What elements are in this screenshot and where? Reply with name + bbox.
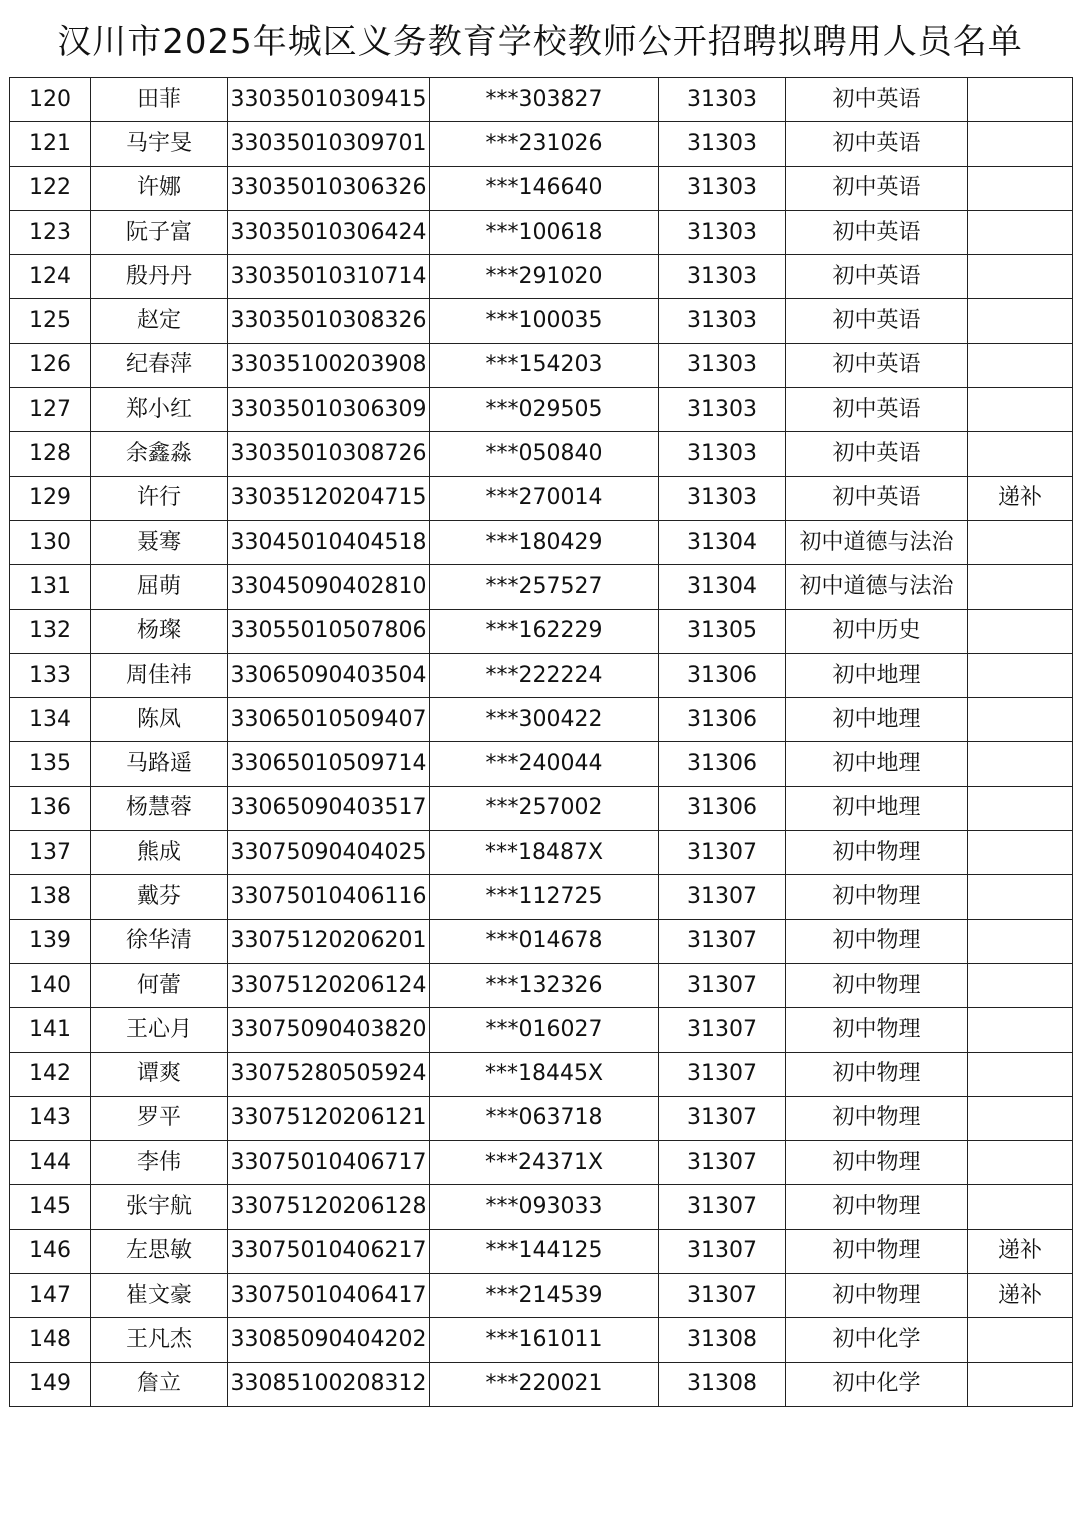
table-row [10, 919, 1073, 963]
cell-id-suffix: ***016027 [430, 1008, 659, 1052]
cell-subject: 初中英语 [786, 166, 968, 210]
cell-note [968, 255, 1073, 299]
cell-exam-id: 33035100203908 [228, 343, 430, 387]
table-row [10, 1229, 1073, 1273]
cell-note [968, 1362, 1073, 1406]
table-row [10, 875, 1073, 919]
cell-post-code: 31307 [659, 1096, 786, 1140]
cell-id-suffix: ***063718 [430, 1096, 659, 1140]
cell-exam-id: 33035010309701 [228, 122, 430, 166]
cell-post-code: 31306 [659, 786, 786, 830]
cell-subject: 初中地理 [786, 786, 968, 830]
cell-subject: 初中物理 [786, 831, 968, 875]
cell-number: 136 [10, 786, 91, 830]
table-row [10, 432, 1073, 476]
cell-exam-id: 33045090402810 [228, 565, 430, 609]
cell-note [968, 1008, 1073, 1052]
table-row [10, 742, 1073, 786]
cell-exam-id: 33075120206121 [228, 1096, 430, 1140]
cell-exam-id: 33075010406417 [228, 1274, 430, 1318]
cell-post-code: 31303 [659, 255, 786, 299]
cell-post-code: 31307 [659, 963, 786, 1007]
cell-exam-id: 33065090403504 [228, 653, 430, 697]
cell-note [968, 1096, 1073, 1140]
cell-subject: 初中地理 [786, 698, 968, 742]
cell-note [968, 343, 1073, 387]
cell-id-suffix: ***014678 [430, 919, 659, 963]
cell-exam-id: 33075280505924 [228, 1052, 430, 1096]
cell-id-suffix: ***18445X [430, 1052, 659, 1096]
cell-post-code: 31304 [659, 565, 786, 609]
cell-number: 144 [10, 1141, 91, 1185]
cell-subject: 初中英语 [786, 432, 968, 476]
table-row [10, 122, 1073, 166]
cell-exam-id: 33065010509714 [228, 742, 430, 786]
cell-exam-id: 33075120206128 [228, 1185, 430, 1229]
cell-subject: 初中物理 [786, 1008, 968, 1052]
roster-table [9, 77, 1073, 1407]
cell-id-suffix: ***100618 [430, 210, 659, 254]
table-row [10, 609, 1073, 653]
cell-note [968, 831, 1073, 875]
cell-exam-id: 33035010310714 [228, 255, 430, 299]
table-row [10, 1185, 1073, 1229]
cell-name: 田菲 [91, 78, 228, 122]
cell-post-code: 31303 [659, 122, 786, 166]
cell-exam-id: 33075120206124 [228, 963, 430, 1007]
cell-subject: 初中历史 [786, 609, 968, 653]
cell-number: 135 [10, 742, 91, 786]
cell-post-code: 31306 [659, 742, 786, 786]
cell-post-code: 31308 [659, 1318, 786, 1362]
cell-number: 146 [10, 1229, 91, 1273]
cell-post-code: 31307 [659, 919, 786, 963]
cell-subject: 初中物理 [786, 875, 968, 919]
cell-exam-id: 33085100208312 [228, 1362, 430, 1406]
cell-name: 王凡杰 [91, 1318, 228, 1362]
table-row [10, 1274, 1073, 1318]
cell-number: 132 [10, 609, 91, 653]
cell-number: 129 [10, 476, 91, 520]
cell-note [968, 1185, 1073, 1229]
cell-subject: 初中英语 [786, 476, 968, 520]
cell-id-suffix: ***24371X [430, 1141, 659, 1185]
cell-post-code: 31303 [659, 343, 786, 387]
cell-note [968, 210, 1073, 254]
cell-name: 张宇航 [91, 1185, 228, 1229]
table-row [10, 520, 1073, 564]
table-row [10, 388, 1073, 432]
cell-number: 126 [10, 343, 91, 387]
cell-exam-id: 33075010406717 [228, 1141, 430, 1185]
cell-subject: 初中化学 [786, 1362, 968, 1406]
document-title: 汉川市2025年城区义务教育学校教师公开招聘拟聘用人员名单 [57, 22, 1023, 62]
cell-subject: 初中地理 [786, 742, 968, 786]
cell-note [968, 919, 1073, 963]
cell-number: 142 [10, 1052, 91, 1096]
cell-name: 罗平 [91, 1096, 228, 1140]
cell-id-suffix: ***291020 [430, 255, 659, 299]
cell-subject: 初中英语 [786, 343, 968, 387]
cell-exam-id: 33065010509407 [228, 698, 430, 742]
cell-note [968, 565, 1073, 609]
cell-subject: 初中英语 [786, 210, 968, 254]
cell-number: 130 [10, 520, 91, 564]
cell-exam-id: 33055010507806 [228, 609, 430, 653]
cell-note [968, 875, 1073, 919]
cell-note [968, 299, 1073, 343]
cell-number: 131 [10, 565, 91, 609]
cell-post-code: 31307 [659, 1185, 786, 1229]
cell-subject: 初中物理 [786, 1141, 968, 1185]
roster-table-body [10, 78, 1073, 1407]
table-row [10, 698, 1073, 742]
cell-id-suffix: ***214539 [430, 1274, 659, 1318]
cell-post-code: 31303 [659, 476, 786, 520]
table-row [10, 1008, 1073, 1052]
cell-id-suffix: ***132326 [430, 963, 659, 1007]
cell-name: 徐华清 [91, 919, 228, 963]
cell-post-code: 31303 [659, 210, 786, 254]
cell-id-suffix: ***257002 [430, 786, 659, 830]
cell-note [968, 698, 1073, 742]
table-row [10, 565, 1073, 609]
cell-id-suffix: ***146640 [430, 166, 659, 210]
cell-subject: 初中物理 [786, 1185, 968, 1229]
cell-number: 123 [10, 210, 91, 254]
cell-note: 递补 [968, 1229, 1073, 1273]
cell-post-code: 31307 [659, 875, 786, 919]
cell-subject: 初中英语 [786, 78, 968, 122]
cell-name: 殷丹丹 [91, 255, 228, 299]
cell-number: 141 [10, 1008, 91, 1052]
table-row [10, 1052, 1073, 1096]
table-row [10, 963, 1073, 1007]
cell-number: 120 [10, 78, 91, 122]
cell-post-code: 31307 [659, 1229, 786, 1273]
cell-note [968, 1052, 1073, 1096]
cell-note [968, 653, 1073, 697]
cell-number: 145 [10, 1185, 91, 1229]
table-row [10, 166, 1073, 210]
cell-name: 詹立 [91, 1362, 228, 1406]
cell-id-suffix: ***303827 [430, 78, 659, 122]
cell-number: 148 [10, 1318, 91, 1362]
cell-post-code: 31303 [659, 299, 786, 343]
cell-note: 递补 [968, 1274, 1073, 1318]
cell-exam-id: 33075010406116 [228, 875, 430, 919]
cell-id-suffix: ***180429 [430, 520, 659, 564]
cell-note [968, 1141, 1073, 1185]
cell-name: 许行 [91, 476, 228, 520]
table-row [10, 476, 1073, 520]
cell-name: 郑小红 [91, 388, 228, 432]
cell-id-suffix: ***112725 [430, 875, 659, 919]
cell-id-suffix: ***270014 [430, 476, 659, 520]
table-row [10, 78, 1073, 122]
cell-name: 纪春萍 [91, 343, 228, 387]
cell-number: 128 [10, 432, 91, 476]
cell-name: 许娜 [91, 166, 228, 210]
cell-name: 左思敏 [91, 1229, 228, 1273]
cell-name: 熊成 [91, 831, 228, 875]
cell-subject: 初中英语 [786, 299, 968, 343]
table-row [10, 210, 1073, 254]
cell-number: 143 [10, 1096, 91, 1140]
cell-note [968, 432, 1073, 476]
cell-id-suffix: ***220021 [430, 1362, 659, 1406]
cell-id-suffix: ***093033 [430, 1185, 659, 1229]
cell-name: 杨璨 [91, 609, 228, 653]
cell-exam-id: 33035010306424 [228, 210, 430, 254]
cell-exam-id: 33035010306326 [228, 166, 430, 210]
cell-number: 134 [10, 698, 91, 742]
cell-name: 周佳祎 [91, 653, 228, 697]
cell-name: 谭爽 [91, 1052, 228, 1096]
table-row [10, 1318, 1073, 1362]
cell-subject: 初中物理 [786, 919, 968, 963]
table-row [10, 255, 1073, 299]
cell-note [968, 388, 1073, 432]
table-row [10, 1096, 1073, 1140]
cell-exam-id: 33045010404518 [228, 520, 430, 564]
cell-post-code: 31307 [659, 1274, 786, 1318]
cell-note [968, 963, 1073, 1007]
cell-exam-id: 33075090404025 [228, 831, 430, 875]
cell-note: 递补 [968, 476, 1073, 520]
cell-note [968, 78, 1073, 122]
cell-name: 屈萌 [91, 565, 228, 609]
cell-exam-id: 33035010309415 [228, 78, 430, 122]
cell-post-code: 31303 [659, 432, 786, 476]
cell-post-code: 31306 [659, 698, 786, 742]
cell-number: 138 [10, 875, 91, 919]
cell-exam-id: 33085090404202 [228, 1318, 430, 1362]
cell-subject: 初中英语 [786, 255, 968, 299]
cell-exam-id: 33035010306309 [228, 388, 430, 432]
cell-exam-id: 33035120204715 [228, 476, 430, 520]
table-row [10, 343, 1073, 387]
cell-number: 139 [10, 919, 91, 963]
cell-post-code: 31304 [659, 520, 786, 564]
cell-name: 崔文豪 [91, 1274, 228, 1318]
cell-number: 122 [10, 166, 91, 210]
cell-post-code: 31303 [659, 388, 786, 432]
cell-subject: 初中物理 [786, 1096, 968, 1140]
cell-exam-id: 33075120206201 [228, 919, 430, 963]
cell-post-code: 31305 [659, 609, 786, 653]
cell-name: 何蕾 [91, 963, 228, 1007]
table-row [10, 1362, 1073, 1406]
cell-post-code: 31308 [659, 1362, 786, 1406]
cell-exam-id: 33035010308326 [228, 299, 430, 343]
cell-post-code: 31303 [659, 166, 786, 210]
cell-exam-id: 33075010406217 [228, 1229, 430, 1273]
table-row [10, 831, 1073, 875]
table-row [10, 786, 1073, 830]
cell-note [968, 609, 1073, 653]
cell-id-suffix: ***050840 [430, 432, 659, 476]
cell-name: 阮子富 [91, 210, 228, 254]
cell-subject: 初中道德与法治 [786, 520, 968, 564]
cell-note [968, 166, 1073, 210]
cell-exam-id: 33065090403517 [228, 786, 430, 830]
cell-name: 聂骞 [91, 520, 228, 564]
table-row [10, 299, 1073, 343]
cell-note [968, 1318, 1073, 1362]
cell-name: 王心月 [91, 1008, 228, 1052]
cell-post-code: 31306 [659, 653, 786, 697]
cell-name: 戴芬 [91, 875, 228, 919]
cell-note [968, 520, 1073, 564]
cell-number: 121 [10, 122, 91, 166]
cell-subject: 初中英语 [786, 388, 968, 432]
table-row [10, 1141, 1073, 1185]
cell-subject: 初中道德与法治 [786, 565, 968, 609]
cell-post-code: 31307 [659, 1008, 786, 1052]
cell-subject: 初中物理 [786, 1052, 968, 1096]
cell-subject: 初中物理 [786, 1229, 968, 1273]
cell-number: 133 [10, 653, 91, 697]
cell-id-suffix: ***029505 [430, 388, 659, 432]
cell-post-code: 31303 [659, 78, 786, 122]
cell-id-suffix: ***231026 [430, 122, 659, 166]
cell-name: 马宇旻 [91, 122, 228, 166]
cell-exam-id: 33075090403820 [228, 1008, 430, 1052]
cell-note [968, 742, 1073, 786]
cell-number: 124 [10, 255, 91, 299]
cell-id-suffix: ***222224 [430, 653, 659, 697]
cell-post-code: 31307 [659, 831, 786, 875]
cell-subject: 初中物理 [786, 963, 968, 1007]
cell-id-suffix: ***18487X [430, 831, 659, 875]
cell-subject: 初中物理 [786, 1274, 968, 1318]
cell-number: 125 [10, 299, 91, 343]
cell-name: 赵定 [91, 299, 228, 343]
cell-number: 147 [10, 1274, 91, 1318]
cell-subject: 初中化学 [786, 1318, 968, 1362]
cell-note [968, 122, 1073, 166]
cell-note [968, 786, 1073, 830]
cell-name: 李伟 [91, 1141, 228, 1185]
cell-post-code: 31307 [659, 1141, 786, 1185]
cell-subject: 初中英语 [786, 122, 968, 166]
cell-subject: 初中地理 [786, 653, 968, 697]
cell-id-suffix: ***144125 [430, 1229, 659, 1273]
cell-id-suffix: ***162229 [430, 609, 659, 653]
cell-id-suffix: ***300422 [430, 698, 659, 742]
cell-post-code: 31307 [659, 1052, 786, 1096]
cell-number: 149 [10, 1362, 91, 1406]
table-row [10, 653, 1073, 697]
cell-id-suffix: ***240044 [430, 742, 659, 786]
cell-number: 140 [10, 963, 91, 1007]
cell-name: 杨慧蓉 [91, 786, 228, 830]
cell-id-suffix: ***100035 [430, 299, 659, 343]
cell-name: 马路遥 [91, 742, 228, 786]
cell-id-suffix: ***257527 [430, 565, 659, 609]
cell-number: 137 [10, 831, 91, 875]
cell-number: 127 [10, 388, 91, 432]
cell-id-suffix: ***154203 [430, 343, 659, 387]
cell-exam-id: 33035010308726 [228, 432, 430, 476]
cell-name: 余鑫淼 [91, 432, 228, 476]
cell-name: 陈凤 [91, 698, 228, 742]
cell-id-suffix: ***161011 [430, 1318, 659, 1362]
